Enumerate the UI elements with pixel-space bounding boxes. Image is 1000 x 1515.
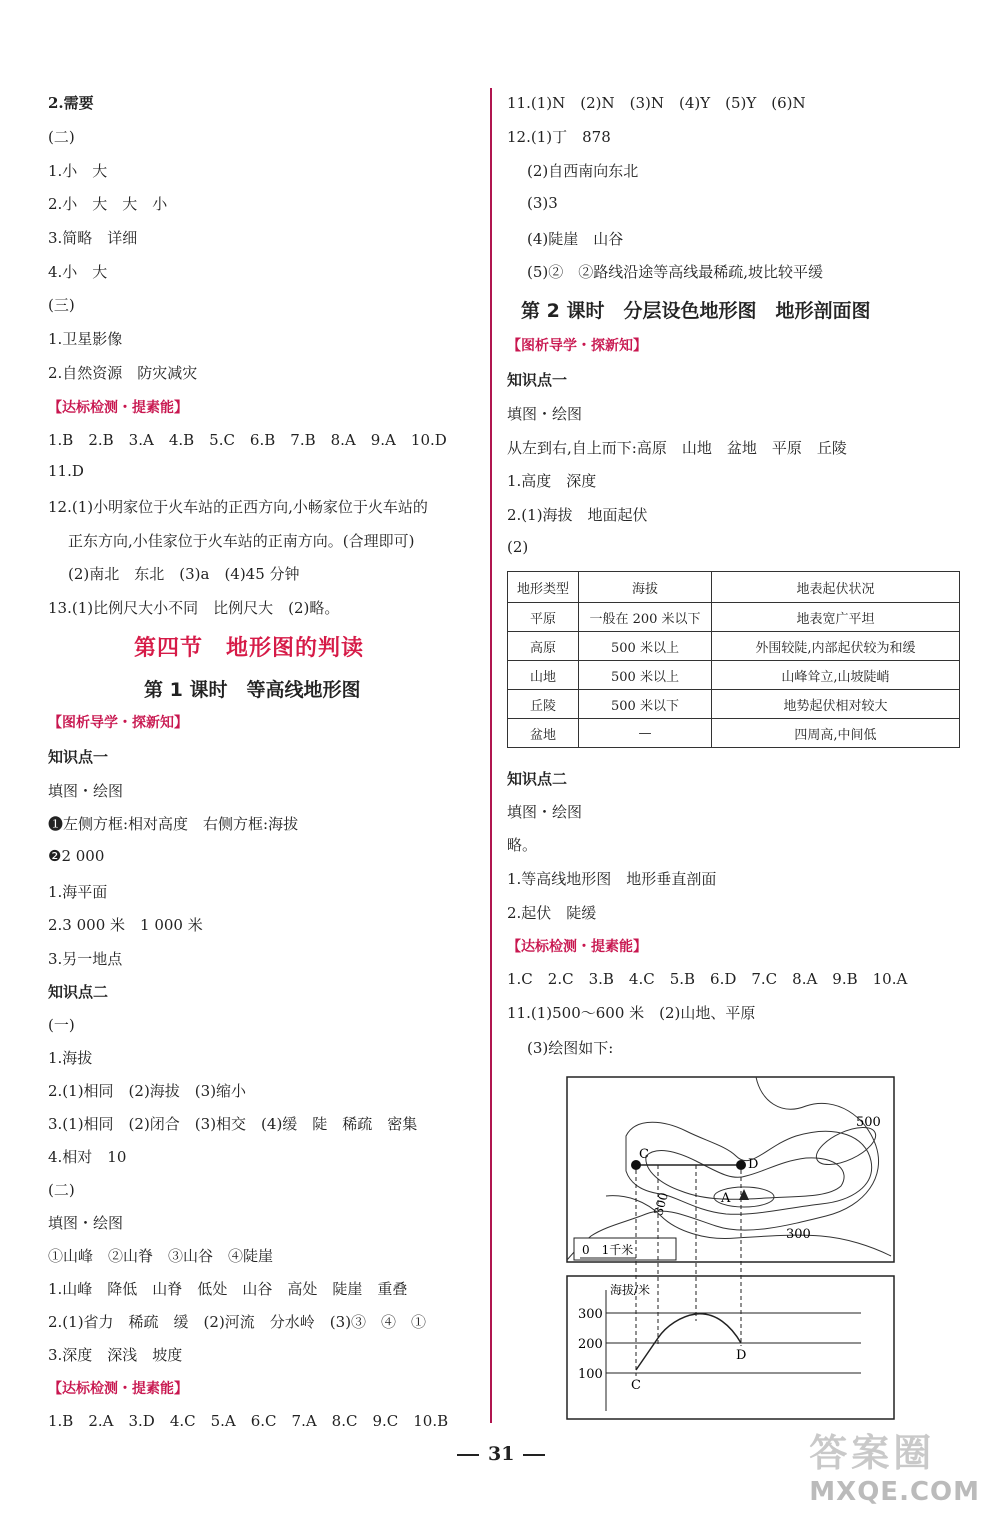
map-label-300: 300	[786, 1227, 811, 1242]
answer-line: 2.需要	[48, 94, 94, 112]
answer-line: 4.相对 10	[48, 1148, 127, 1166]
answer-line: 知识点一	[48, 748, 109, 766]
answer-line: (2)南北 东北 (3)a (4)45 分钟	[68, 565, 300, 583]
answer-line: 1.山峰 降低 山脊 低处 山谷 高处 陡崖 重叠	[48, 1280, 408, 1298]
table-row	[508, 632, 960, 661]
table-cell: —	[579, 719, 712, 748]
answer-line: 知识点一	[507, 371, 568, 389]
table-cell: 平原	[508, 603, 579, 632]
answer-line: 填图・绘图	[507, 803, 583, 821]
table-cell: 500 米以上	[579, 661, 712, 690]
answer-line: (4)陡崖 山谷	[527, 230, 624, 248]
profile-frame	[567, 1276, 894, 1419]
answer-line: 2.起伏 陡缓	[507, 904, 597, 922]
page-number-text: 31	[488, 1443, 515, 1465]
answer-line: 2.自然资源 防灾减灾	[48, 364, 198, 382]
answer-line: 13.(1)比例尺大小不同 比例尺大 (2)略。	[48, 599, 340, 617]
watermark-logo	[809, 1422, 980, 1507]
answer-line: 从左到右,自上而下:高原 山地 盆地 平原 丘陵	[507, 439, 847, 457]
table-row	[508, 603, 960, 632]
answer-line: (3)3	[527, 194, 558, 212]
table-cell: 山峰耸立,山坡陡峭	[712, 661, 960, 690]
section-title: 第四节 地形图的判读	[134, 636, 365, 661]
section-tag: 【图析导学・探新知】	[48, 715, 188, 731]
answer-line: 知识点二	[507, 770, 568, 788]
answer-line: 2.(1)海拔 地面起伏	[507, 506, 648, 524]
map-label-d: D	[748, 1157, 759, 1172]
point-d-marker	[736, 1160, 746, 1170]
profile-tick-100: 100	[578, 1367, 603, 1382]
table-cell: 一般在 200 米以下	[579, 603, 712, 632]
scale-label: 0 1千米	[582, 1243, 634, 1257]
answer-line: (三)	[48, 296, 75, 314]
profile-label-d: D	[736, 1348, 747, 1363]
answer-line: 3.(1)相同 (2)闭合 (3)相交 (4)缓 陡 稀疏 密集	[48, 1115, 418, 1133]
terrain-table	[507, 571, 960, 748]
answer-line: (3)绘图如下:	[527, 1039, 614, 1057]
answer-line: (2)	[507, 538, 529, 556]
profile-ylabel: 海拔/米	[610, 1283, 651, 1297]
section-tag: 【达标检测・提素能】	[48, 400, 188, 416]
answer-line: 1.B 2.A 3.D 4.C 5.A 6.C 7.A 8.C 9.C 10.B	[48, 1412, 449, 1430]
answer-line: 1.小 大	[48, 162, 108, 180]
table-header: 地表起伏状况	[712, 572, 960, 603]
answer-line: ❷2 000	[48, 847, 105, 865]
answer-line: 1.海平面	[48, 883, 108, 901]
answer-line: 1.海拔	[48, 1049, 93, 1067]
answer-line: 2.小 大 大 小	[48, 195, 168, 213]
profile-label-c: C	[631, 1378, 641, 1393]
map-label-a: A	[721, 1191, 731, 1206]
answer-line: 1.等高线地形图 地形垂直剖面	[507, 870, 717, 888]
answer-line: ①山峰 ②山脊 ③山谷 ④陡崖	[48, 1247, 274, 1265]
page-number-dash	[457, 1454, 479, 1456]
table-cell: 地表宽广平坦	[712, 603, 960, 632]
table-cell: 高原	[508, 632, 579, 661]
answer-line: 知识点二	[48, 983, 109, 1001]
column-divider	[490, 88, 492, 1423]
table-cell: 500 米以下	[579, 690, 712, 719]
answer-line: 4.小 大	[48, 263, 108, 281]
table-header: 海拔	[579, 572, 712, 603]
answer-line: (5)② ②路线沿途等高线最稀疏,坡比较平缓	[527, 263, 824, 281]
answer-line: 1.卫星影像	[48, 330, 123, 348]
answer-line: 1.B 2.B 3.A 4.B 5.C 6.B 7.B 8.A 9.A 10.D	[48, 431, 447, 449]
answer-line: 填图・绘图	[48, 782, 124, 800]
table-cell: 外围较陡,内部起伏较为和缓	[712, 632, 960, 661]
table-cell: 山地	[508, 661, 579, 690]
table-cell: 丘陵	[508, 690, 579, 719]
answer-line: (二)	[48, 1181, 75, 1199]
map-frame	[567, 1077, 894, 1262]
answer-line: 11.(1)N (2)N (3)N (4)Y (5)Y (6)N	[507, 94, 806, 112]
table-row	[508, 690, 960, 719]
table-cell: 地势起伏相对较大	[712, 690, 960, 719]
lesson-title: 第 2 课时 分层设色地形图 地形剖面图	[521, 300, 871, 322]
answer-line: 填图・绘图	[507, 405, 583, 423]
section-tag: 【图析导学・探新知】	[507, 338, 647, 354]
map-label-300: 300	[651, 1191, 671, 1217]
profile-tick-300: 300	[578, 1307, 603, 1322]
answer-line: 3.另一地点	[48, 950, 123, 968]
page-number	[448, 1443, 554, 1465]
answer-line: 1.C 2.C 3.B 4.C 5.B 6.D 7.C 8.A 9.B 10.A	[507, 970, 908, 988]
answer-line: ❶左侧方框:相对高度 右侧方框:海拔	[48, 815, 299, 833]
answer-line: (2)自西南向东北	[527, 162, 639, 180]
answer-line: 12.(1)丁 878	[507, 128, 611, 146]
lesson-title: 第 1 课时 等高线地形图	[144, 679, 361, 701]
table-cell: 四周高,中间低	[712, 719, 960, 748]
answer-line: 11.D	[48, 462, 84, 480]
answer-line: 2.(1)省力 稀疏 缓 (2)河流 分水岭 (3)③ ④ ①	[48, 1313, 427, 1331]
answer-line: (一)	[48, 1016, 75, 1034]
table-header-row	[508, 572, 960, 603]
answer-line: 填图・绘图	[48, 1214, 124, 1232]
table-cell: 盆地	[508, 719, 579, 748]
watermark-text: 答案圈	[809, 1431, 936, 1475]
contour-profile-figure	[566, 1076, 896, 1421]
answer-line: 正东方向,小佳家位于火车站的正南方向。(合理即可)	[68, 532, 415, 550]
answer-line: 2.(1)相同 (2)海拔 (3)缩小	[48, 1082, 247, 1100]
table-cell: 500 米以上	[579, 632, 712, 661]
answer-line: 3.深度 深浅 坡度	[48, 1346, 183, 1364]
section-tag: 【达标检测・提素能】	[507, 939, 647, 955]
answer-line: 12.(1)小明家位于火车站的正西方向,小畅家位于火车站的	[48, 498, 428, 516]
page-number-dash	[523, 1454, 545, 1456]
answer-line: (二)	[48, 128, 75, 146]
profile-tick-200: 200	[578, 1337, 603, 1352]
answer-line: 略。	[507, 836, 538, 854]
table-header: 地形类型	[508, 572, 579, 603]
answer-line: 3.简略 详细	[48, 229, 138, 247]
watermark-url: MXQE.COM	[809, 1477, 980, 1507]
table-row	[508, 719, 960, 748]
answer-line: 11.(1)500～600 米 (2)山地、平原	[507, 1004, 756, 1022]
map-label-500: 500	[856, 1115, 881, 1130]
table-row	[508, 661, 960, 690]
answer-line: 2.3 000 米 1 000 米	[48, 916, 203, 934]
section-tag: 【达标检测・提素能】	[48, 1381, 188, 1397]
answer-line: 1.高度 深度	[507, 472, 597, 490]
map-label-c: C	[639, 1147, 649, 1162]
